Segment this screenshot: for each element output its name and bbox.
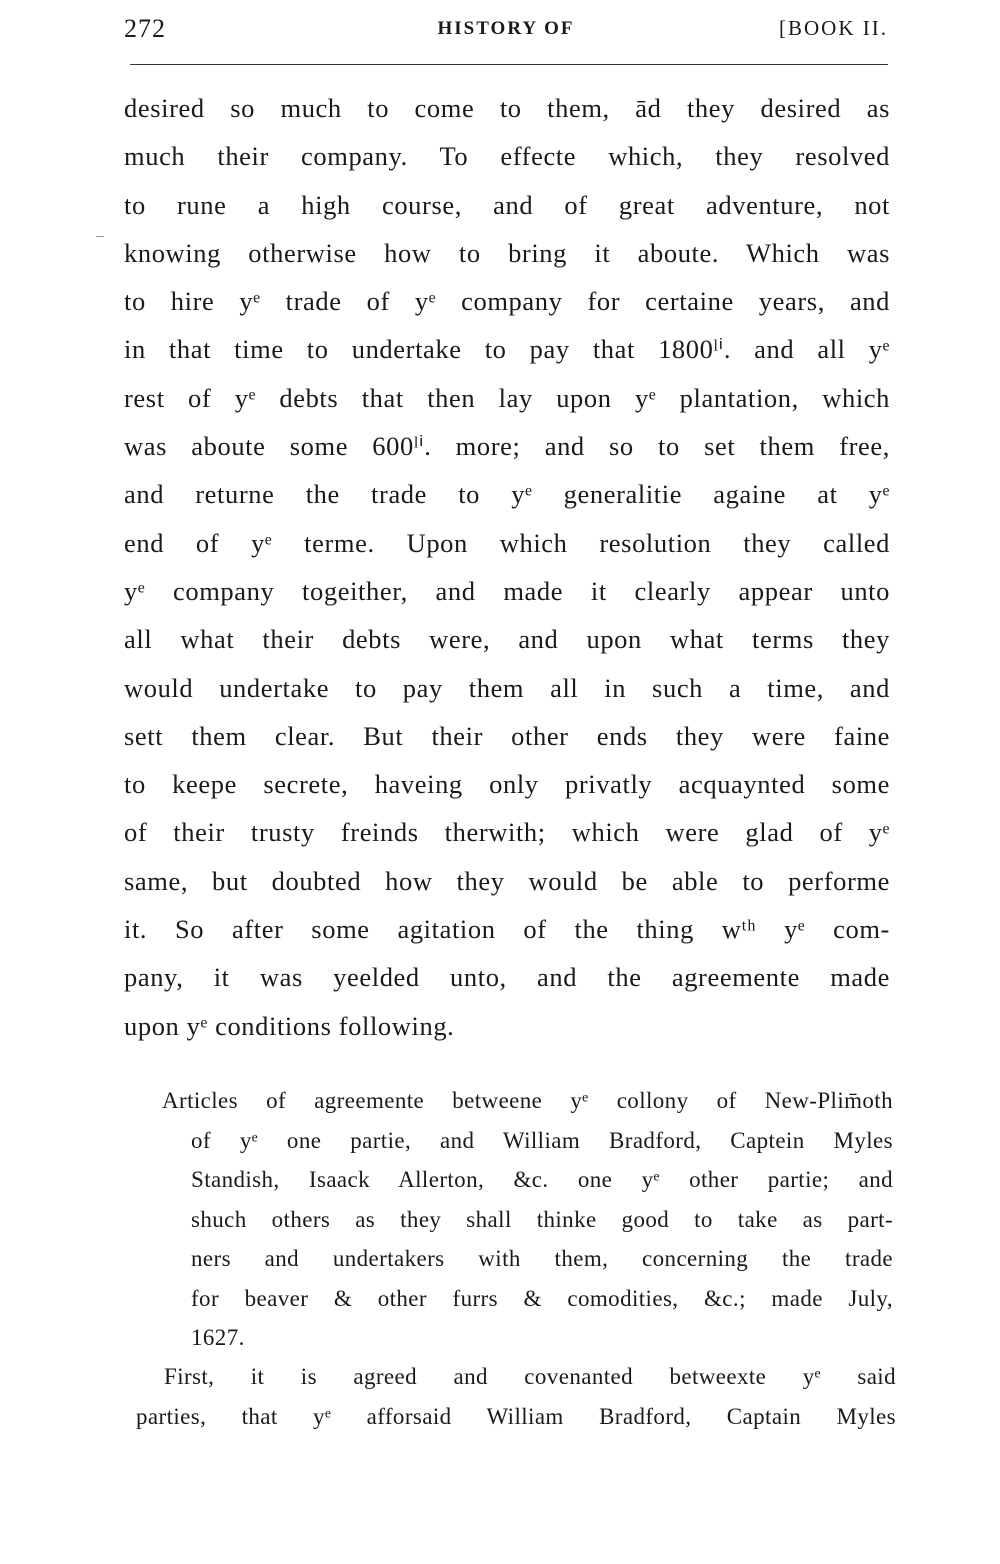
page-number: 272 bbox=[124, 14, 166, 43]
first-clause bbox=[136, 1357, 896, 1436]
text-line: upon yᵉ conditions following. bbox=[124, 1010, 455, 1041]
text-line: would undertake to pay them all in such a time, and bbox=[124, 672, 890, 703]
text-line: to hire yᵉ trade of yᵉ company for certaine years, and bbox=[124, 286, 890, 317]
text-line: much their company. To effecte which, they resolved bbox=[124, 141, 890, 172]
text-line: and returne the trade to yᵉ generalitie againe at yᵉ bbox=[124, 479, 890, 510]
header-rule bbox=[130, 64, 888, 65]
book-reference: [BOOK II. bbox=[779, 16, 888, 40]
text-line: desired so much to come to them, ād they desired as bbox=[124, 93, 890, 123]
articles-line: Standish, Isaack Allerton, &c. one yᵉ other partie; and bbox=[191, 1167, 893, 1192]
text-line: yᵉ company togeither, and made it clearly appear unto bbox=[124, 575, 890, 606]
main-paragraph bbox=[124, 84, 890, 1050]
articles-line: ners and undertakers with them, concerning the trade bbox=[191, 1246, 893, 1271]
articles-heading bbox=[162, 1081, 893, 1358]
articles-line: of yᵉ one partie, and William Bradford, Captein Myles bbox=[191, 1127, 893, 1153]
text-line: of their trusty freinds therwith; which were glad of yᵉ bbox=[124, 817, 890, 848]
text-line: all what their debts were, and upon what terms they bbox=[124, 624, 890, 655]
clause-line: parties, that yᵉ afforsaid William Bradford, Captain Myles bbox=[136, 1403, 896, 1429]
text-line: knowing otherwise how to bring it aboute. Which was bbox=[124, 237, 890, 268]
articles-line: shuch others as they shall thinke good to take as part- bbox=[191, 1206, 893, 1232]
text-line: same, but doubted how they would be able to performe bbox=[124, 865, 890, 896]
text-line: to rune a high course, and of great adventure, not bbox=[124, 189, 890, 220]
text-line: to keepe secrete, haveing only privatly acquaynted some bbox=[124, 769, 890, 800]
margin-mark bbox=[96, 236, 104, 237]
text-line: was aboute some 600ˡⁱ. more; and so to set them free, bbox=[124, 431, 890, 462]
articles-line: 1627. bbox=[191, 1325, 245, 1350]
text-line: rest of yᵉ debts that then lay upon yᵉ plantation, which bbox=[124, 382, 890, 413]
text-line: in that time to undertake to pay that 1800ˡⁱ. and all yᵉ bbox=[124, 334, 890, 365]
text-line: sett them clear. But their other ends they were faine bbox=[124, 720, 890, 751]
articles-line: Articles of agreemente betweene yᵉ collony of New-Plim̄oth bbox=[162, 1088, 893, 1113]
running-title: HISTORY OF bbox=[437, 18, 575, 39]
text-line: it. So after some agitation of the thing wᵗʰ yᵉ com- bbox=[124, 914, 890, 945]
text-line: pany, it was yeelded unto, and the agreemente made bbox=[124, 962, 890, 993]
articles-line: for beaver & other furrs & comodities, &c.; made July, bbox=[191, 1285, 893, 1311]
text-line: end of yᵉ terme. Upon which resolution they called bbox=[124, 527, 890, 558]
running-head bbox=[124, 14, 888, 48]
clause-line: First, it is agreed and covenanted betweexte yᵉ said bbox=[164, 1364, 896, 1389]
